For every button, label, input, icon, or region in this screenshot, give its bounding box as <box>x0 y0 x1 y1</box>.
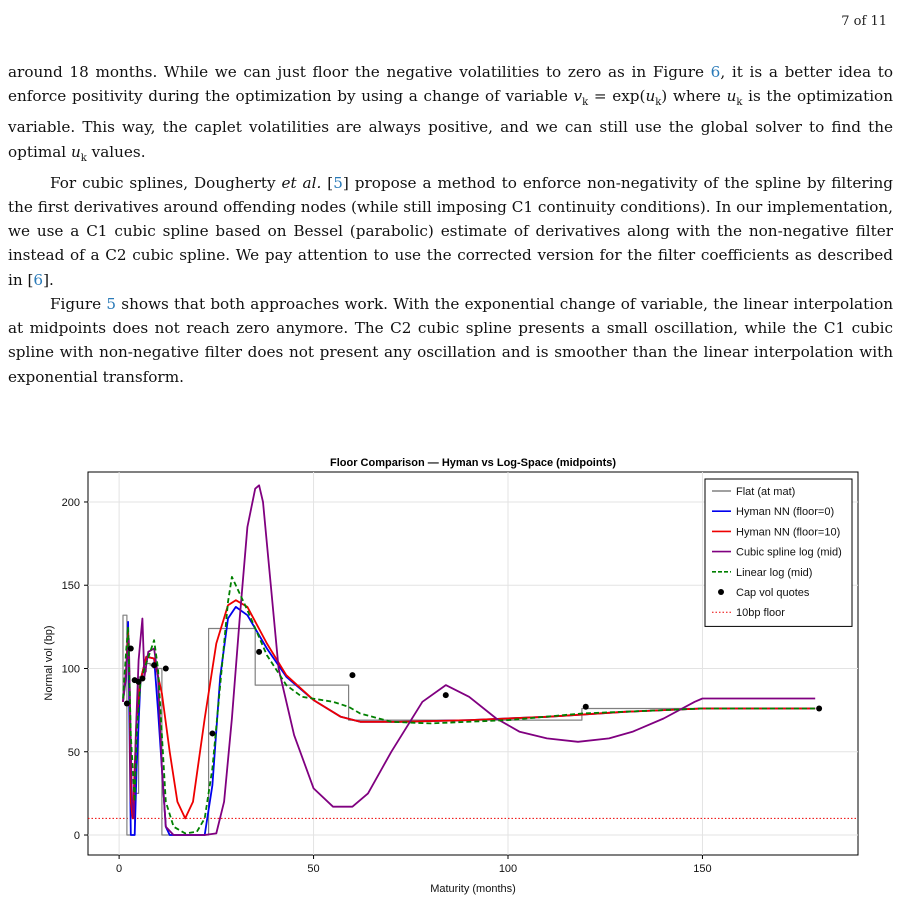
text-segment: = exp( <box>588 87 646 106</box>
text-segment: shows that both approaches work. With the exponential change of variable, the linear interpolation at midpoints does not reach zero anymore. The C2 cubic spline presents a small oscillation, while the C1 cubic spline with non-negative filter does not present any oscillation and is smoother than the linear interpolation with exponential transform. <box>8 294 893 386</box>
x-axis-label: Maturity (months) <box>430 883 516 895</box>
legend-label: Linear log (mid) <box>736 566 813 579</box>
text-segment: k <box>582 97 589 109</box>
text-segment: around 18 months. While we can just floor the negative volatilities to zero as in Figure <box>8 63 711 81</box>
text-segment: ]. <box>43 270 54 289</box>
legend-label: Flat (at mat) <box>736 486 796 498</box>
text-segment: u <box>645 87 656 106</box>
reference-link[interactable]: 6 <box>710 63 721 81</box>
y-tick-label: 150 <box>61 580 80 593</box>
quote-point <box>816 705 822 711</box>
series-line <box>123 615 815 835</box>
text-segment: k <box>736 97 743 109</box>
text-segment: Figure <box>50 294 107 313</box>
reference-link[interactable]: 6 <box>33 270 44 289</box>
y-tick-label: 0 <box>73 830 80 843</box>
paragraph-3 <box>8 292 893 389</box>
text-segment: values. <box>86 142 146 161</box>
reference-link[interactable]: 5 <box>333 173 343 192</box>
text-segment: k <box>80 152 87 164</box>
quote-point <box>443 692 449 698</box>
chart-title: Floor Comparison — Hyman vs Log-Space (midpoints) <box>329 457 617 469</box>
text-segment: , it is a better idea to enforce positivity during the optimization by using a change of variable <box>8 63 893 106</box>
quote-point <box>163 665 169 671</box>
legend-label: Hyman NN (floor=10) <box>736 526 841 539</box>
legend <box>705 479 852 626</box>
paragraph-2 <box>8 171 893 292</box>
legend-label: 10bp floor <box>736 607 785 620</box>
y-axis-label: Normal vol (bp) <box>43 625 55 701</box>
y-tick-label: 200 <box>61 496 80 509</box>
y-tick-label: 50 <box>67 746 80 759</box>
page-number: 7 of 11 <box>841 14 887 29</box>
quote-point <box>128 646 134 652</box>
y-tick-label: 100 <box>61 663 80 676</box>
reference-link[interactable]: 5 <box>106 294 117 313</box>
figure-floor-comparison <box>0 450 901 899</box>
text-segment: ] propose a method to enforce non-negativity of the spline by filtering the first derivatives around offending nodes (while still imposing C1 continuity conditions). In our implementation, we use a C1 cubic spline based on Bessel (parabolic) estimate of derivatives along with the non-negative filter instead of a C2 cubic spline. We pay attention to use the corrected version for the filter coefficients as described in [ <box>8 173 893 289</box>
quote-point <box>209 730 215 736</box>
x-tick-label: 100 <box>498 863 518 875</box>
paragraph-1 <box>8 60 893 171</box>
legend-swatch-point <box>718 589 724 595</box>
text-segment: u <box>726 87 737 106</box>
text-segment: ) where <box>661 87 727 106</box>
text-segment: is the optimization variable. This way, the caplet volatilities are always positive, and we can still use the global solver to find the optimal <box>8 87 893 161</box>
quote-point <box>256 649 262 655</box>
quote-point <box>151 662 157 668</box>
text-segment: et al. <box>281 173 322 192</box>
text-segment: For cubic splines, Dougherty <box>50 173 282 192</box>
body-text <box>8 60 893 389</box>
quote-points <box>124 646 822 737</box>
quote-point <box>139 675 145 681</box>
text-segment: k <box>655 97 662 109</box>
x-tick-label: 50 <box>307 863 320 875</box>
text-segment: u <box>70 142 81 161</box>
quote-point <box>349 672 355 678</box>
legend-label: Cap vol quotes <box>736 587 810 599</box>
quote-point <box>124 700 130 706</box>
legend-label: Cubic spline log (mid) <box>736 546 842 559</box>
text-segment: [ <box>321 173 334 192</box>
legend-label: Hyman NN (floor=0) <box>736 506 835 519</box>
quote-point <box>583 704 589 710</box>
x-tick-label: 150 <box>693 863 712 875</box>
chart <box>0 450 901 899</box>
text-segment: v <box>573 87 583 106</box>
x-tick-label: 0 <box>116 863 123 875</box>
